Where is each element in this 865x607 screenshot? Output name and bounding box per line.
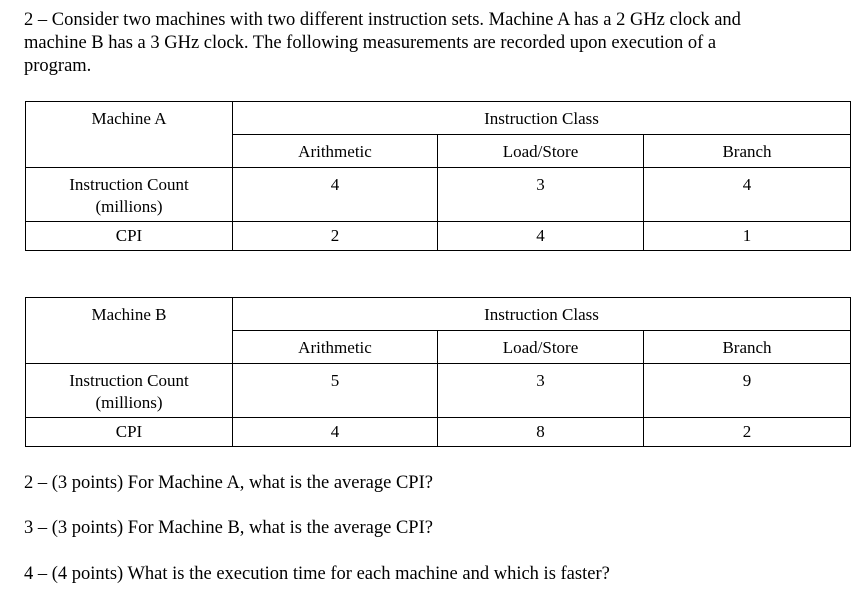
table-cell: 5 [233, 364, 438, 418]
table-cell: 3 [438, 168, 644, 222]
row-label-cpi: CPI [26, 222, 233, 251]
question-3: 3 – (3 points) For Machine B, what is the average CPI? [24, 518, 433, 538]
intro-line-3: program. [24, 56, 92, 76]
table-cell: 4 [644, 168, 851, 222]
table-cell: 4 [233, 418, 438, 447]
column-header-load-store: Load/Store [438, 135, 644, 168]
table-cell: 2 [644, 418, 851, 447]
instruction-class-header: Instruction Class [233, 102, 851, 135]
row-label-instruction-count: Instruction Count (millions) [26, 364, 233, 418]
question-4: 4 – (4 points) What is the execution time for each machine and which is faster? [24, 564, 610, 584]
table-row [26, 168, 851, 222]
table-cell: 4 [438, 222, 644, 251]
table-row [26, 364, 851, 418]
machine-b-table [25, 297, 851, 447]
row-label-instruction-count: Instruction Count (millions) [26, 168, 233, 222]
question-2: 2 – (3 points) For Machine A, what is the average CPI? [24, 473, 433, 493]
column-header-load-store: Load/Store [438, 331, 644, 364]
instruction-class-header: Instruction Class [233, 298, 851, 331]
intro-line-1: 2 – Consider two machines with two different instruction sets. Machine A has a 2 GHz clock and [24, 10, 741, 30]
table-cell: 4 [233, 168, 438, 222]
column-header-arithmetic: Arithmetic [233, 135, 438, 168]
machine-a-label: Machine A [91, 109, 167, 128]
table-cell: 3 [438, 364, 644, 418]
machine-b-label-cell [26, 298, 233, 364]
intro-line-2: machine B has a 3 GHz clock. The following measurements are recorded upon execution of a [24, 33, 717, 53]
table-cell: 2 [233, 222, 438, 251]
table-cell: 9 [644, 364, 851, 418]
table-cell: 1 [644, 222, 851, 251]
column-header-branch: Branch [644, 331, 851, 364]
machine-b-label: Machine B [91, 305, 167, 324]
machine-a-label-cell [26, 102, 233, 168]
column-header-branch: Branch [644, 135, 851, 168]
problem-intro [24, 9, 824, 78]
table-row [26, 418, 851, 447]
table-cell: 8 [438, 418, 644, 447]
machine-a-table [25, 101, 851, 251]
column-header-arithmetic: Arithmetic [233, 331, 438, 364]
table-row [26, 222, 851, 251]
row-label-cpi: CPI [26, 418, 233, 447]
